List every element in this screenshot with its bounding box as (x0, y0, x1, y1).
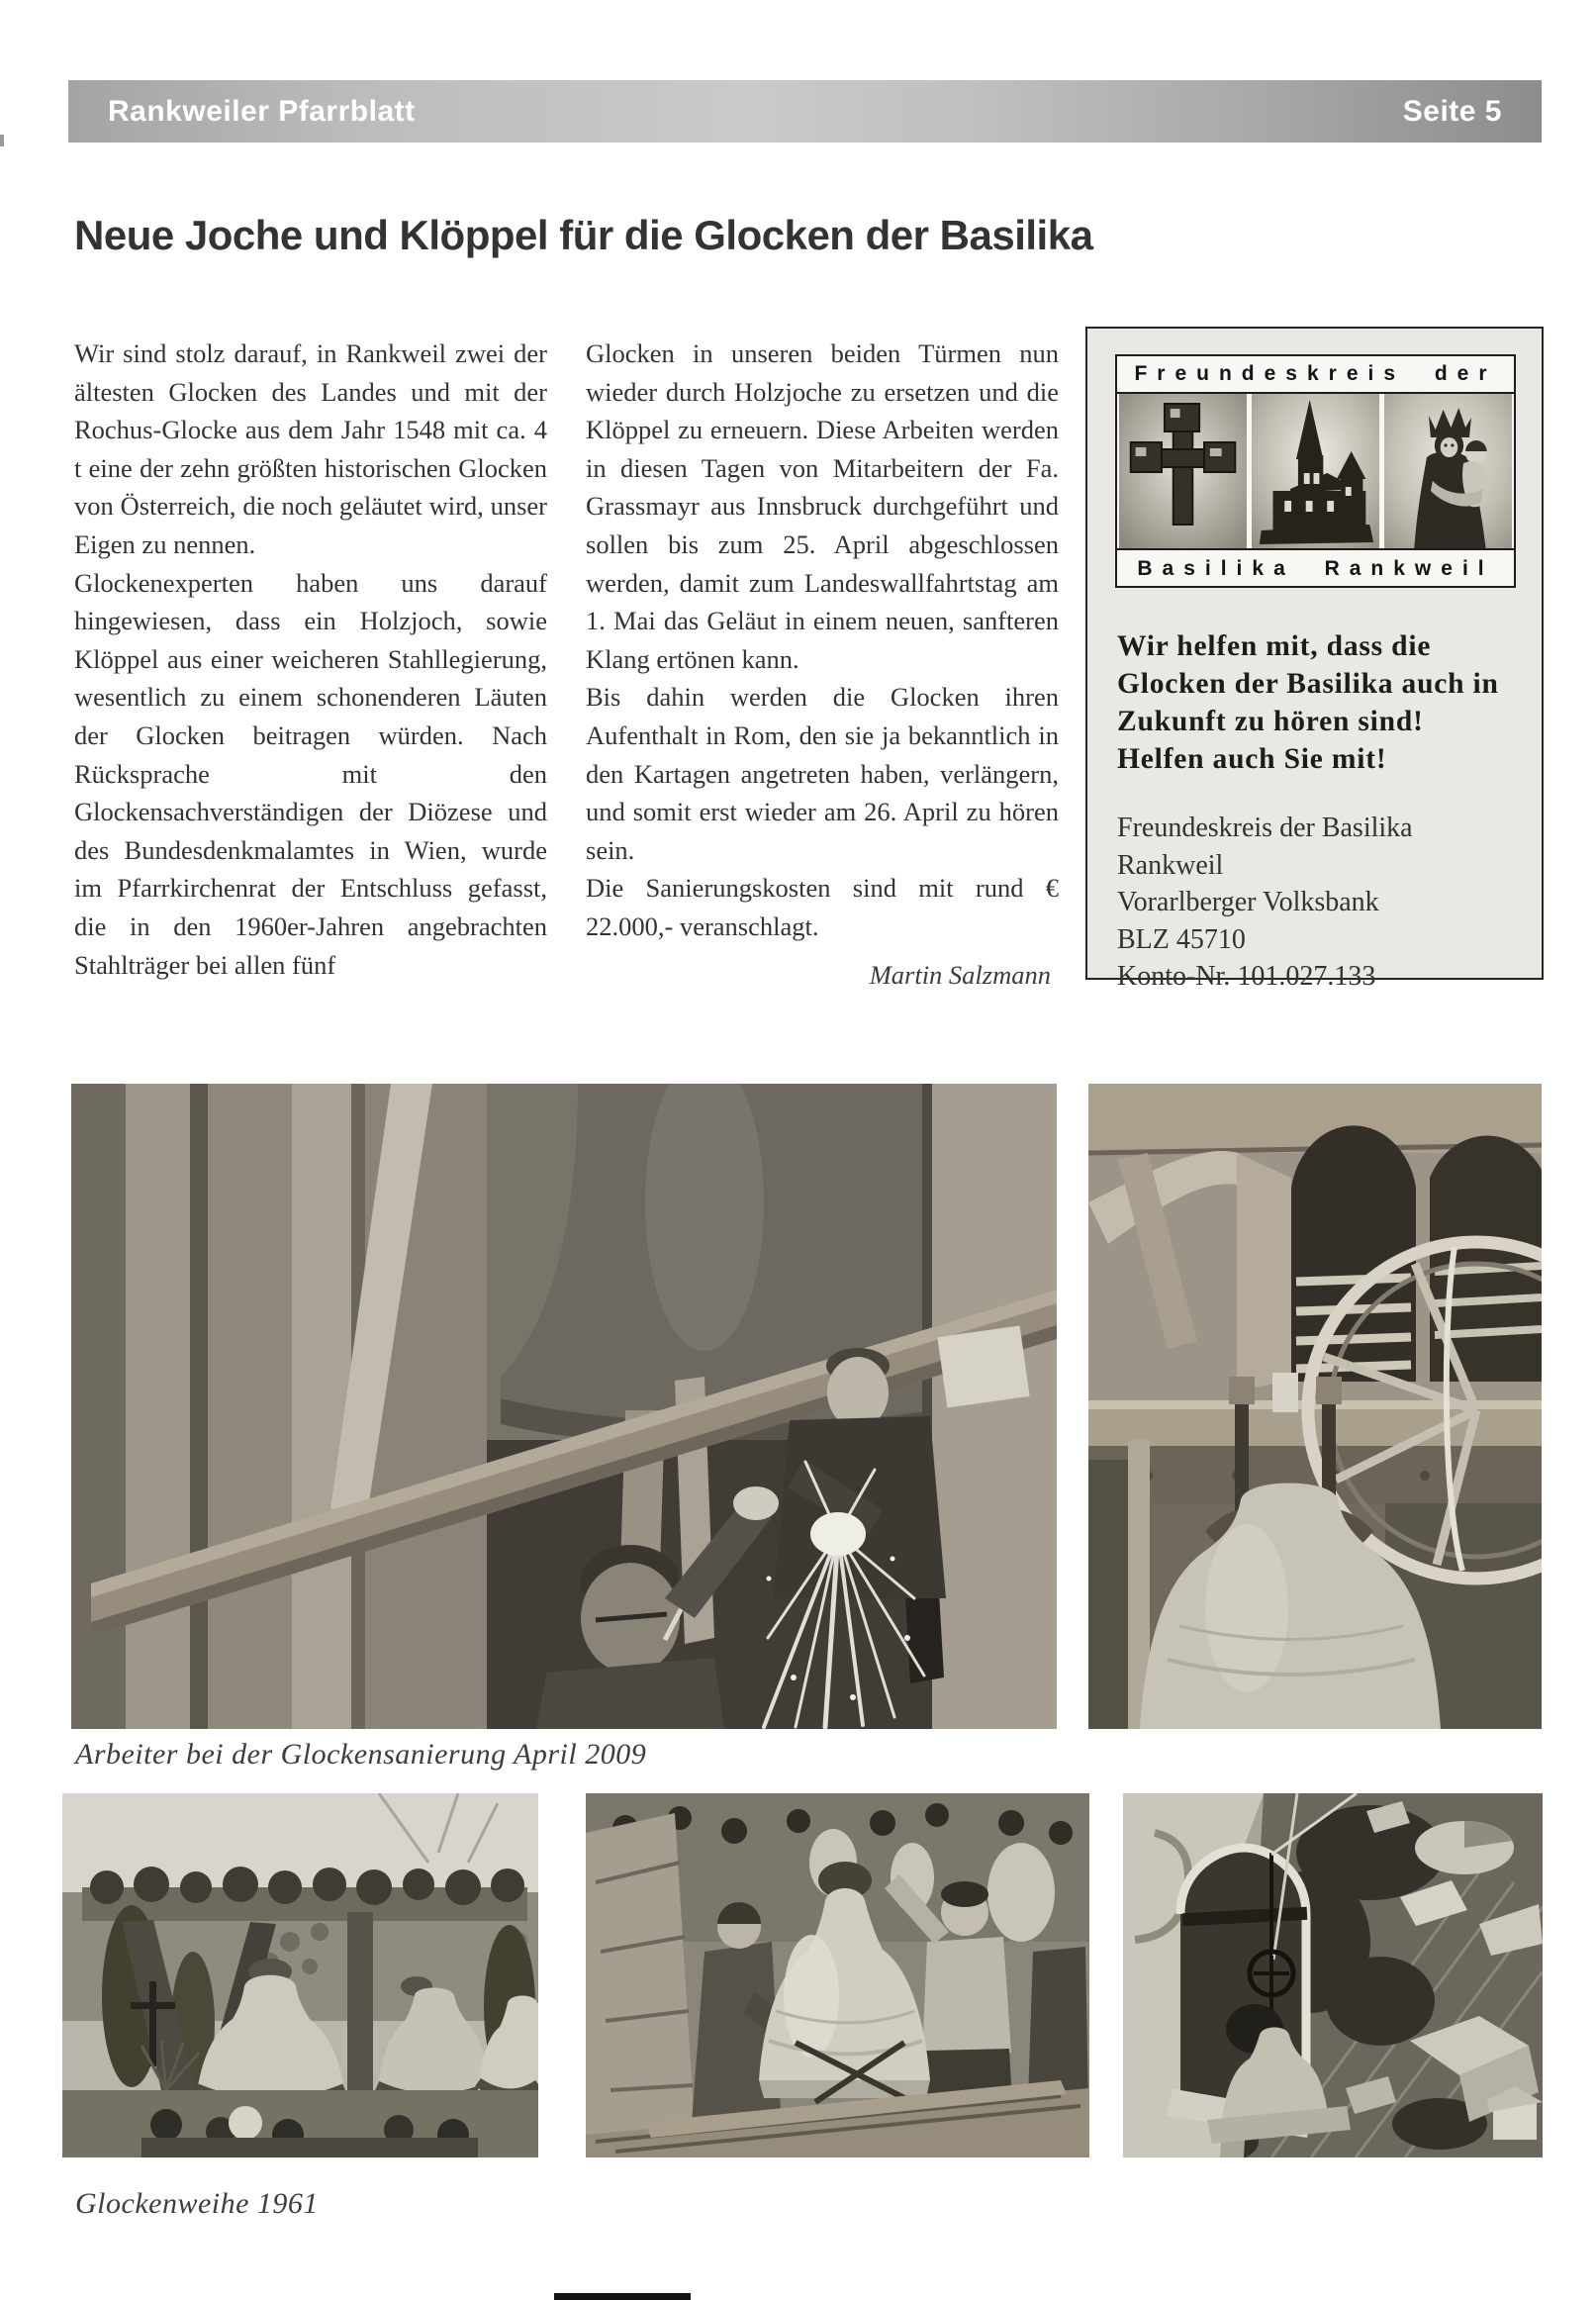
photo-bell-transport (586, 1793, 1089, 2157)
freundeskreis-infobox (1085, 327, 1544, 992)
article-column-1 (74, 335, 547, 984)
basilica-icon (1252, 394, 1379, 548)
publication-title: Rankweiler Pfarrblatt (108, 94, 416, 128)
logo-panels (1117, 394, 1514, 548)
madonna-icon (1384, 394, 1512, 548)
article-paragraph: Glockenexperten haben uns darauf hingewiesen, dass ein Holzjoch, sowie Klöppel aus einer weicheren Stahllegierung, wesentlich zu einem schonenderen Läuten der Glocken beitragen würden. Nach Rücksprache mit den Glockensachverständigen der Diözese und des Bundesdenkmalamtes in Wien, wurde im Pfarrkirchenrat der Entschluss gefasst, die in den 1960er-Jahren angebrachten Stahlträger bei allen fünf (74, 567, 547, 980)
appeal-line: Zukunft zu hören sind! (1117, 706, 1424, 737)
scan-artifact (0, 135, 4, 146)
appeal-line: Wir helfen mit, dass die (1117, 630, 1432, 662)
bank-detail-line: Vorarlberger Volksbank (1117, 887, 1379, 917)
photo-bell-renovation-workers (71, 1084, 1057, 1729)
bank-detail-line: Freundeskreis der Basilika Rankweil (1117, 813, 1413, 881)
photo-bell-and-wheel (1088, 1084, 1542, 1729)
photo-caption-row2: Glockenweihe 1961 (75, 2187, 319, 2220)
logo-bottom-text: Basilika Rankweil (1117, 548, 1514, 588)
bank-detail-line: BLZ 45710 (1117, 923, 1246, 955)
appeal-line: Glocken der Basilika auch in (1117, 668, 1499, 700)
article-paragraph: Wir sind stolz darauf, in Rankweil zwei der ältesten Glocken des Landes und mit der Rochus-Glocke aus dem Jahr 1548 mit ca. 4 t eine der zehn größten historischen Glocken von Österreich, die noch geläutet wird, unser Eigen zu nennen. (74, 338, 547, 559)
page-number-label: Seite 5 (1402, 94, 1502, 128)
cross-icon (1119, 394, 1247, 548)
photo-caption-row1: Arbeiter bei der Glockensanierung April 2009 (75, 1738, 647, 1771)
author-signature: Martin Salzmann (869, 959, 1051, 990)
logo-top-text: Freundeskreis der (1117, 356, 1514, 394)
article-column-2 (586, 335, 1059, 994)
freundeskreis-logo (1115, 354, 1516, 588)
appeal-line: Helfen auch Sie mit! (1117, 743, 1387, 775)
bank-detail-line: Konto-Nr. 101.027.133 (1117, 961, 1376, 992)
article-paragraph: Bis dahin werden die Glocken ihren Aufenthalt in Rom, den sie ja bekanntlich in den Kartagen angetreten haben, verlängern, und somit erst wieder am 26. April zu hören sein. (586, 682, 1059, 865)
article-paragraph: Glocken in unseren beiden Türmen nun wieder durch Holzjoche zu ersetzen und die Klöppel zu erneuern. Diese Arbeiten werden in diesen Tagen von Mitarbeitern der Fa. Grassmayr aus Innsbruck durchgeführt und sollen bis zum 25. April abgeschlossen werden, damit zum Landeswallfahrtstag am 1. Mai das Geläut in einem neuen, sanfteren Klang ertönen kann. (586, 338, 1059, 674)
scan-artifact (554, 2293, 691, 2300)
article-paragraph: Die Sanierungskosten sind mit rund € 22.000,- veranschlagt. (586, 873, 1059, 941)
donation-appeal (1117, 627, 1518, 778)
page-header-bar (68, 80, 1542, 143)
photo-tower-aerial-view (1123, 1793, 1543, 2157)
photo-garlanded-bells (62, 1793, 538, 2157)
bank-details (1117, 810, 1523, 996)
article-title: Neue Joche und Klöppel für die Glocken der Basilika (74, 212, 1093, 258)
